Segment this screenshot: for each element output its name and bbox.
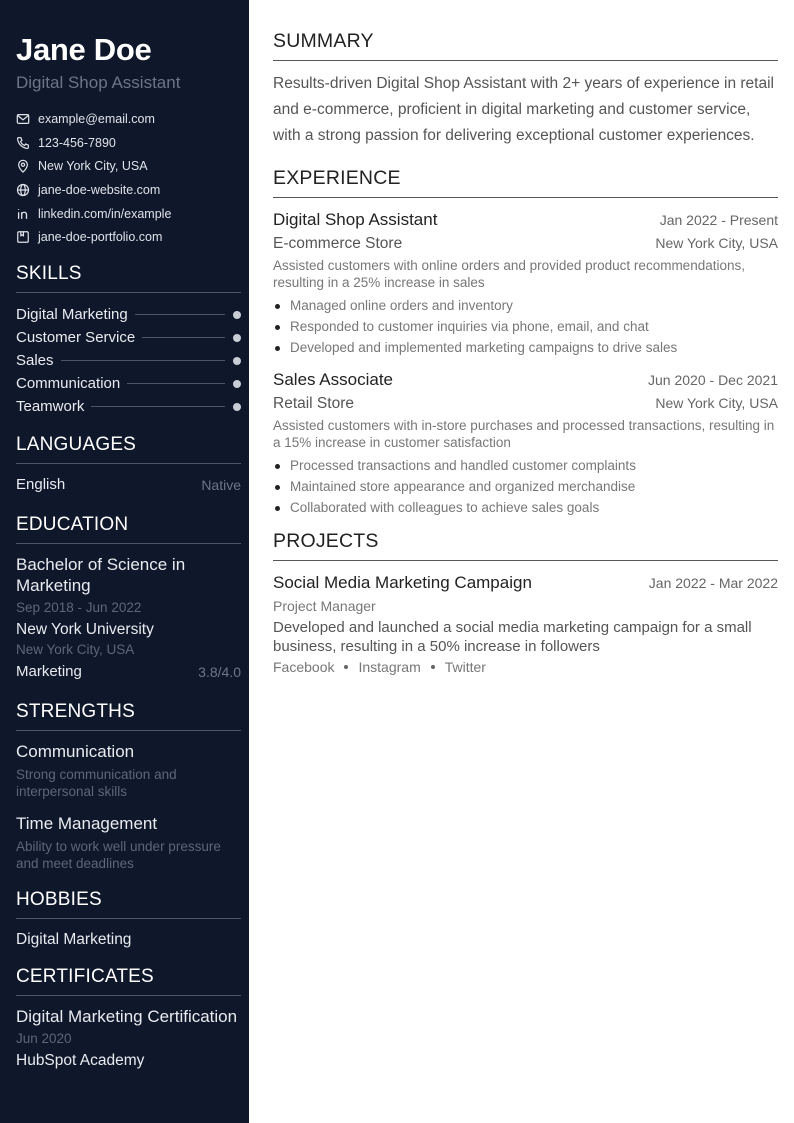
experience-section: [273, 167, 778, 518]
job-bullets: [273, 295, 778, 358]
strength-item: [16, 741, 241, 800]
phone-icon: [16, 136, 30, 150]
project-role: Project Manager: [273, 598, 376, 614]
language-item: [16, 474, 241, 496]
profile-title: Digital Shop Assistant: [16, 73, 181, 92]
contact-email[interactable]: [16, 107, 241, 131]
education-degree: Bachelor of Science in Marketing: [16, 555, 186, 596]
experience-item: [273, 368, 778, 518]
education-field: Marketing: [16, 663, 82, 681]
job-bullet: Collaborated with colleagues to achieve sales goals: [273, 497, 778, 518]
education-location: New York City, USA: [16, 642, 135, 658]
skill-item: [16, 303, 241, 326]
job-company: Retail Store: [273, 395, 354, 412]
project-tag: Facebook: [273, 659, 335, 675]
certificate-date: Jun 2020: [16, 1031, 72, 1047]
skill-dot: [233, 380, 241, 388]
skill-item: [16, 372, 241, 395]
job-bullet: Developed and implemented marketing campaigns to drive sales: [273, 337, 778, 358]
skill-leader-line: [135, 314, 225, 315]
contact-list: [16, 107, 241, 249]
portfolio-icon: [16, 230, 30, 244]
strength-item: [16, 813, 241, 872]
job-title: Sales Associate: [273, 370, 394, 389]
job-dates: Jan 2022 - Present: [659, 212, 778, 228]
contact-phone[interactable]: [16, 131, 241, 155]
language-level: Native: [201, 477, 241, 494]
skill-dot: [233, 403, 241, 411]
linkedin-icon: [16, 207, 30, 221]
skill-leader-line: [127, 383, 225, 384]
contact-linkedin[interactable]: [16, 202, 241, 226]
experience-heading: EXPERIENCE: [273, 167, 778, 198]
job-bullets: [273, 455, 778, 518]
project-item: [273, 571, 778, 675]
certificates-section: [16, 966, 241, 1072]
skill-label: Communication: [16, 375, 121, 393]
skill-label: Customer Service: [16, 329, 136, 347]
strength-title: Time Management: [16, 814, 158, 834]
job-bullet: Maintained store appearance and organized merchandise: [273, 476, 778, 497]
skill-dot: [233, 311, 241, 319]
contact-portfolio-text: jane-doe-portfolio.com: [38, 230, 163, 245]
certificate-title: Digital Marketing Certification: [16, 1007, 238, 1027]
project-dates: Jan 2022 - Mar 2022: [648, 575, 778, 591]
language-name: English: [16, 476, 66, 494]
job-bullet: Processed transactions and handled customer complaints: [273, 455, 778, 476]
contact-portfolio[interactable]: [16, 225, 241, 249]
job-description: Assisted customers with in-store purchases and processed transactions, resulting in a 15% increase in customer satisfaction: [273, 418, 775, 450]
hobby-item: Digital Marketing: [16, 931, 132, 949]
skill-label: Sales: [16, 352, 54, 370]
mail-icon: [16, 112, 30, 126]
certificate-issuer: HubSpot Academy: [16, 1052, 145, 1070]
strengths-heading: STRENGTHS: [16, 701, 241, 731]
project-tag: Twitter: [444, 659, 486, 675]
hobbies-section: [16, 889, 241, 951]
skill-leader-line: [61, 360, 225, 361]
globe-icon: [16, 183, 30, 197]
education-field-row: [16, 661, 241, 683]
certificates-heading: CERTIFICATES: [16, 966, 241, 996]
education-dates: Sep 2018 - Jun 2022: [16, 600, 142, 616]
strength-title: Communication: [16, 742, 135, 762]
main-content: [273, 30, 778, 675]
skill-label: Digital Marketing: [16, 306, 128, 324]
summary-text: Results-driven Digital Shop Assistant with 2+ years of experience in retail and e-commerce, proficient in digital marketing and customer service, with a strong passion for delivering exceptional customer experiences.: [273, 75, 774, 144]
job-dates: Jun 2020 - Dec 2021: [648, 372, 778, 388]
job-bullet: Responded to customer inquiries via phone, email, and chat: [273, 316, 778, 337]
skill-leader-line: [142, 337, 225, 338]
tag-separator: [431, 665, 435, 669]
languages-heading: LANGUAGES: [16, 434, 241, 464]
strength-desc: Ability to work well under pressure and meet deadlines: [16, 839, 221, 872]
contact-linkedin-text: linkedin.com/in/example: [38, 206, 172, 221]
education-gpa: 3.8/4.0: [198, 664, 241, 681]
skill-item: [16, 326, 241, 349]
projects-section: [273, 530, 778, 675]
contact-phone-text: 123-456-7890: [38, 135, 116, 150]
contact-location-text: New York City, USA: [38, 159, 148, 174]
contact-email-text: example@email.com: [38, 111, 155, 126]
experience-item: [273, 208, 778, 358]
project-tags: [273, 659, 778, 675]
sidebar: [0, 0, 249, 1123]
job-bullet: Managed online orders and inventory: [273, 295, 778, 316]
job-title: Digital Shop Assistant: [273, 210, 438, 229]
education-section: [16, 514, 241, 683]
summary-section: [273, 30, 778, 149]
projects-heading: PROJECTS: [273, 530, 778, 561]
project-title: Social Media Marketing Campaign: [273, 573, 532, 592]
project-tag: Instagram: [358, 659, 421, 675]
strength-desc: Strong communication and interpersonal skills: [16, 767, 177, 800]
skill-item: [16, 395, 241, 418]
location-pin-icon: [16, 159, 30, 173]
summary-heading: SUMMARY: [273, 30, 778, 61]
contact-website[interactable]: [16, 178, 241, 202]
skill-item: [16, 349, 241, 372]
skill-label: Teamwork: [16, 398, 85, 416]
skills-heading: SKILLS: [16, 263, 241, 293]
strengths-section: [16, 701, 241, 872]
project-description: Developed and launched a social media marketing campaign for a small business, resulting in a 50% increase in followers: [273, 619, 752, 655]
job-description: Assisted customers with online orders and provided product recommendations, resulting in a 25% increase in sales: [273, 258, 745, 290]
hobbies-heading: HOBBIES: [16, 889, 241, 919]
profile-name: Jane Doe: [16, 32, 152, 67]
languages-section: [16, 434, 241, 496]
job-location: New York City, USA: [655, 235, 778, 251]
job-company: E-commerce Store: [273, 235, 403, 252]
contact-location: [16, 154, 241, 178]
skill-dot: [233, 357, 241, 365]
education-heading: EDUCATION: [16, 514, 241, 544]
education-school: New York University: [16, 621, 154, 639]
skill-leader-line: [91, 406, 225, 407]
contact-website-text: jane-doe-website.com: [38, 182, 161, 197]
job-location: New York City, USA: [655, 395, 778, 411]
skill-dot: [233, 334, 241, 342]
skills-section: [16, 263, 241, 418]
tag-separator: [344, 665, 348, 669]
